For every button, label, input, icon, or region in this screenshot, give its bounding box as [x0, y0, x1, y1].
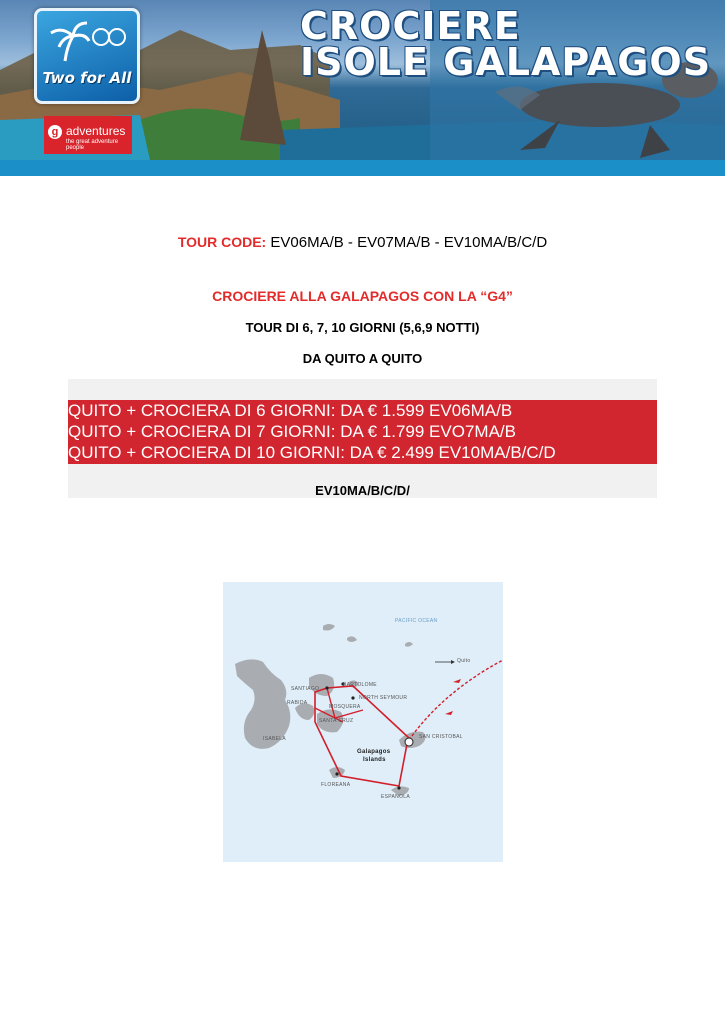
place-bartolome: BARTOLOME [343, 682, 377, 688]
g-adventures-logo [44, 116, 132, 154]
place-floreana: FLOREANA [321, 782, 351, 788]
islands-title-line1: Galapagos [357, 749, 391, 755]
place-santiago: SANTIAGO [291, 686, 320, 692]
place-mosquera: MOSQUERA [329, 704, 361, 710]
island-north2 [347, 636, 357, 642]
tour-code [0, 234, 725, 251]
header-banner [0, 0, 725, 160]
offer-line: QUITO + CROCIERA DI 6 GIORNI: DA € 1.599 EV06MA/B [68, 401, 513, 420]
offer-line: QUITO + CROCIERA DI 7 GIORNI: DA € 1.799 EVO7MA/B [68, 422, 516, 441]
place-san-cristobal: SAN CRISTOBAL [419, 734, 463, 740]
cruise-heading: CROCIERE ALLA GALAPAGOS CON LA “G4” [212, 288, 513, 304]
banner-title-line2: ISOLE GALAPAGOS [300, 40, 712, 84]
g-adventures-word: adventures [66, 124, 126, 138]
duration-heading: TOUR DI 6, 7, 10 GIORNI (5,6,9 NOTTI) [245, 320, 480, 335]
offers-bottom-band [68, 464, 657, 498]
island-north3 [405, 642, 413, 647]
tour-code-label: TOUR CODE: [177, 234, 267, 250]
tour-code-value: EV06MA/B - EV07MA/B - EV10MA/B/C/D [266, 234, 548, 251]
arrow-head-icon [451, 660, 455, 664]
logo-text: Two for All [42, 69, 132, 87]
island-north [323, 624, 335, 631]
g-logo-letter: g [48, 125, 62, 139]
flight-route [409, 660, 503, 740]
place-north-seymour: NORTH SEYMOUR [359, 695, 408, 701]
islands-title-line2: Islands [363, 757, 386, 763]
palm-icon [37, 11, 137, 71]
place-isabela: ISABELA [263, 736, 286, 742]
place-rabida: RABIDA [287, 700, 308, 706]
route-heading: DA QUITO A QUITO [302, 351, 423, 366]
place-espanola: ESPANOLA [381, 794, 410, 800]
offer-line: QUITO + CROCIERA DI 10 GIORNI: DA € 2.499 EV10MA/B/C/D [68, 443, 556, 462]
quito-label: Quito [457, 658, 471, 664]
offers-top-band [68, 379, 657, 400]
route-map [223, 582, 503, 862]
map-graphic [223, 582, 503, 862]
banner-bottom-strip [0, 160, 725, 176]
start-star-icon [405, 738, 413, 746]
ocean-label: PACIFIC OCEAN [395, 618, 438, 624]
g-adventures-tagline: the great adventure people [66, 139, 119, 151]
ev-code: EV10MA/B/C/D/ [315, 483, 410, 498]
island-santiago [309, 674, 334, 696]
two-for-all-logo [34, 8, 140, 104]
banner-title-line1: CROCIERE [300, 4, 521, 48]
offers-box [68, 400, 657, 464]
cruise-route [315, 686, 409, 786]
place-santa-cruz: SANTA CRUZ [319, 718, 354, 724]
